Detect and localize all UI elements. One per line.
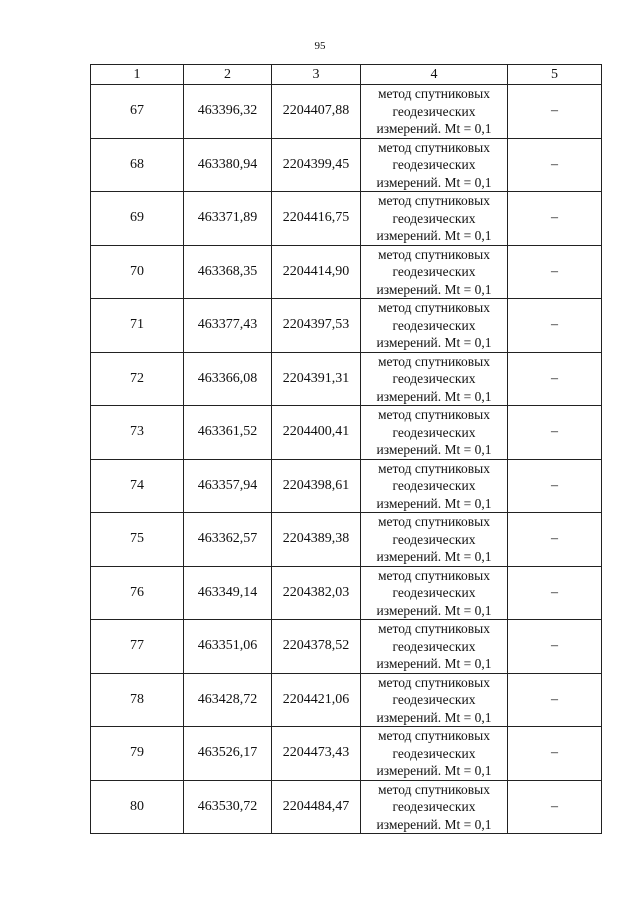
point-number: 75 — [91, 513, 184, 567]
note-dash: – — [508, 138, 602, 192]
table-row — [91, 566, 602, 620]
method-line: метод спутниковых — [378, 728, 490, 743]
coordinate-y: 2204391,31 — [272, 352, 361, 406]
measurement-method — [361, 192, 508, 246]
column-header-1: 1 — [91, 65, 184, 85]
method-line: геодезических — [392, 531, 476, 547]
measurement-method — [361, 245, 508, 299]
coordinate-x: 463377,43 — [184, 299, 272, 353]
note-dash: – — [508, 620, 602, 674]
method-line: метод спутниковых — [378, 514, 490, 529]
method-line: измерений. Mt = 0,1 — [376, 602, 492, 618]
measurement-method — [361, 566, 508, 620]
coordinate-y: 2204398,61 — [272, 459, 361, 513]
coordinate-x: 463349,14 — [184, 566, 272, 620]
method-line: геодезических — [392, 157, 476, 172]
method-line: геодезических — [392, 799, 476, 814]
table-row — [91, 352, 602, 406]
method-line: геодезических — [392, 210, 476, 226]
table-row — [91, 513, 602, 567]
note-dash: – — [508, 299, 602, 353]
coordinate-x: 463368,35 — [184, 245, 272, 299]
coordinate-x: 463351,06 — [184, 620, 272, 674]
method-line: метод спутниковых — [378, 353, 490, 369]
table-row — [91, 673, 602, 727]
method-line: измерений. Mt = 0,1 — [376, 281, 492, 297]
table-row — [91, 406, 602, 460]
table-row — [91, 780, 602, 834]
column-header-3: 3 — [272, 65, 361, 85]
column-header-2: 2 — [184, 65, 272, 85]
coordinate-x: 463361,52 — [184, 406, 272, 460]
method-line: измерений. Mt = 0,1 — [376, 709, 492, 725]
point-number: 77 — [91, 620, 184, 674]
measurement-method — [361, 780, 508, 834]
coordinate-y: 2204473,43 — [272, 727, 361, 781]
coordinate-x: 463362,57 — [184, 513, 272, 567]
table-row — [91, 245, 602, 299]
header-row — [91, 65, 602, 85]
coordinates-table — [90, 64, 602, 834]
measurement-method — [361, 673, 508, 727]
method-line: геодезических — [392, 745, 476, 761]
point-number: 73 — [91, 406, 184, 460]
column-header-5: 5 — [508, 65, 602, 85]
method-line: измерений. Mt = 0,1 — [376, 495, 492, 511]
point-number: 78 — [91, 673, 184, 727]
coordinate-y: 2204421,06 — [272, 673, 361, 727]
coordinate-x: 463530,72 — [184, 780, 272, 834]
method-line: измерений. Mt = 0,1 — [376, 335, 492, 350]
method-line: метод спутниковых — [378, 781, 490, 797]
coordinate-x: 463371,89 — [184, 192, 272, 246]
point-number: 71 — [91, 299, 184, 353]
point-number: 72 — [91, 352, 184, 406]
coordinate-x: 463366,08 — [184, 352, 272, 406]
table-row — [91, 620, 602, 674]
note-dash: – — [508, 352, 602, 406]
measurement-method — [361, 406, 508, 460]
method-line: метод спутниковых — [378, 300, 490, 315]
coordinate-x: 463428,72 — [184, 673, 272, 727]
note-dash: – — [508, 780, 602, 834]
note-dash: – — [508, 727, 602, 781]
coordinate-y: 2204407,88 — [272, 85, 361, 139]
method-line: геодезических — [392, 585, 476, 600]
measurement-method — [361, 138, 508, 192]
method-line: измерений. Mt = 0,1 — [376, 549, 492, 564]
coordinate-y: 2204397,53 — [272, 299, 361, 353]
method-line: метод спутниковых — [378, 407, 490, 422]
point-number: 74 — [91, 459, 184, 513]
note-dash: – — [508, 566, 602, 620]
coordinate-y: 2204382,03 — [272, 566, 361, 620]
measurement-method — [361, 85, 508, 139]
method-line: геодезических — [392, 424, 476, 440]
coordinate-x: 463526,17 — [184, 727, 272, 781]
method-line: геодезических — [392, 103, 476, 119]
point-number: 69 — [91, 192, 184, 246]
column-header-4: 4 — [361, 65, 508, 85]
method-line: геодезических — [392, 478, 476, 493]
measurement-method — [361, 727, 508, 781]
point-number: 76 — [91, 566, 184, 620]
point-number: 68 — [91, 138, 184, 192]
method-line: измерений. Mt = 0,1 — [376, 442, 492, 457]
coordinate-y: 2204414,90 — [272, 245, 361, 299]
method-line: метод спутниковых — [378, 567, 490, 583]
coordinate-x: 463396,32 — [184, 85, 272, 139]
method-line: геодезических — [392, 317, 476, 333]
point-number: 80 — [91, 780, 184, 834]
method-line: геодезических — [392, 638, 476, 654]
table-row — [91, 299, 602, 353]
method-line: измерений. Mt = 0,1 — [376, 121, 492, 136]
method-line: метод спутниковых — [378, 86, 490, 101]
method-line: метод спутниковых — [378, 193, 490, 208]
point-number: 79 — [91, 727, 184, 781]
method-line: метод спутниковых — [378, 246, 490, 262]
method-line: измерений. Mt = 0,1 — [376, 388, 492, 404]
note-dash: – — [508, 513, 602, 567]
measurement-method — [361, 513, 508, 567]
coordinate-y: 2204399,45 — [272, 138, 361, 192]
method-line: метод спутниковых — [378, 621, 490, 636]
table-row — [91, 459, 602, 513]
measurement-method — [361, 352, 508, 406]
method-line: геодезических — [392, 264, 476, 279]
note-dash: – — [508, 673, 602, 727]
method-line: измерений. Mt = 0,1 — [376, 228, 492, 243]
note-dash: – — [508, 459, 602, 513]
coordinate-x: 463357,94 — [184, 459, 272, 513]
note-dash: – — [508, 406, 602, 460]
method-line: геодезических — [392, 692, 476, 707]
method-line: измерений. Mt = 0,1 — [376, 763, 492, 778]
table-row — [91, 138, 602, 192]
table-row — [91, 192, 602, 246]
method-line: геодезических — [392, 371, 476, 386]
coordinate-y: 2204484,47 — [272, 780, 361, 834]
coordinate-y: 2204389,38 — [272, 513, 361, 567]
measurement-method — [361, 459, 508, 513]
note-dash: – — [508, 85, 602, 139]
point-number: 67 — [91, 85, 184, 139]
measurement-method — [361, 620, 508, 674]
table-row — [91, 727, 602, 781]
method-line: метод спутниковых — [378, 674, 490, 690]
method-line: измерений. Mt = 0,1 — [376, 816, 492, 832]
measurement-method — [361, 299, 508, 353]
coordinate-y: 2204416,75 — [272, 192, 361, 246]
method-line: измерений. Mt = 0,1 — [376, 174, 492, 190]
coordinate-x: 463380,94 — [184, 138, 272, 192]
method-line: метод спутниковых — [378, 139, 490, 155]
point-number: 70 — [91, 245, 184, 299]
method-line: метод спутниковых — [378, 460, 490, 476]
note-dash: – — [508, 192, 602, 246]
table-row — [91, 85, 602, 139]
note-dash: – — [508, 245, 602, 299]
coordinate-y: 2204378,52 — [272, 620, 361, 674]
page-number: 95 — [314, 40, 326, 52]
method-line: измерений. Mt = 0,1 — [376, 656, 492, 671]
coordinate-y: 2204400,41 — [272, 406, 361, 460]
